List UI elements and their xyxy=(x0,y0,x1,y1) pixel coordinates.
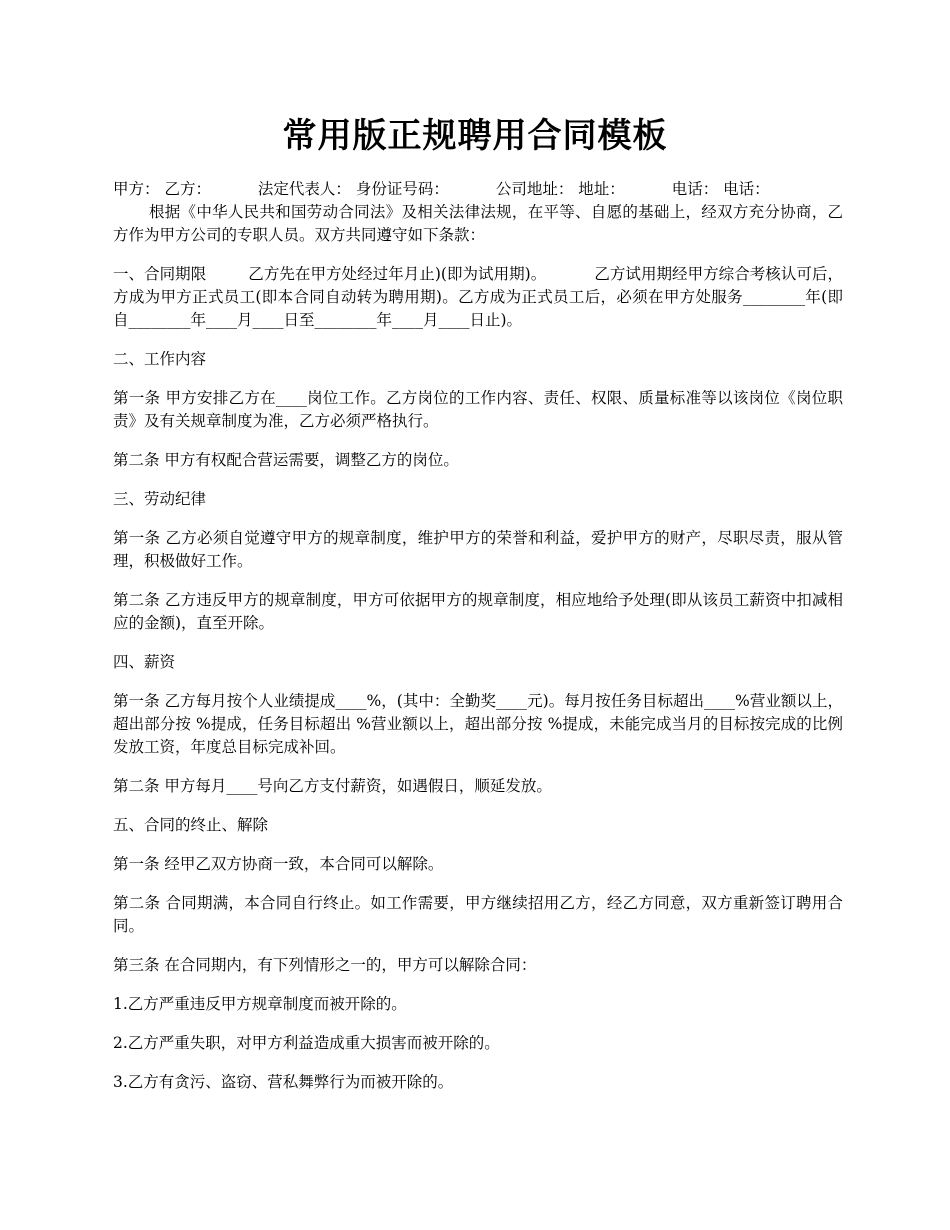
section-5-article-2: 第二条 合同期满，本合同自行终止。如工作需要，甲方继续招用乙方，经乙方同意，双方重新签订聘用合同。 xyxy=(113,894,843,935)
list-item: 1.乙方严重违反甲方规章制度而被开除的。 xyxy=(113,995,407,1013)
company-address-field: 公司地址： xyxy=(495,180,574,198)
section-2-article-1: 第一条 甲方安排乙方在____岗位工作。乙方岗位的工作内容、责任、权限、质量标准等以该岗位《岗位职责》及有关规章制度为准，乙方必须严格执行。 xyxy=(113,389,843,430)
party-a-field: 甲方： xyxy=(113,180,160,198)
section-2-article-2: 第二条 甲方有权配合营运需要，调整乙方的岗位。 xyxy=(113,451,459,469)
section-4-article-1: 第一条 乙方每月按个人业绩提成____%，(其中：全勤奖____元)。每月按任务目标超出____%营业额以上，超出部分按 %提成，任务目标超出 %营业额以上，超出部分按 %提成，未能完成当月的目标按完成的比例发放工资，年度总目标完成补回。 xyxy=(113,692,843,756)
section-3-heading: 三、劳动纪律 xyxy=(113,490,207,508)
section-5-article-1: 第一条 经甲乙双方协商一致，本合同可以解除。 xyxy=(113,855,444,873)
section-3-article-2: 第二条 乙方违反甲方的规章制度，甲方可依据甲方的规章制度，相应地给予处理(即从该员工薪资中扣减相应的金额)，直至开除。 xyxy=(113,591,843,632)
intro-paragraph: 根据《中华人民共和国劳动合同法》及相关法律法规，在平等、自愿的基础上，经双方充分协商，乙方作为甲方公司的专职人员。双方共同遵守如下条款： xyxy=(113,203,843,244)
section-3-article-1: 第一条 乙方必须自觉遵守甲方的规章制度，维护甲方的荣誉和利益，爱护甲方的财产，尽职尽责，服从管理，积极做好工作。 xyxy=(113,529,843,570)
section-1-paragraph xyxy=(113,263,843,332)
section-2-heading: 二、工作内容 xyxy=(113,350,207,368)
legal-rep-field: 法定代表人： xyxy=(257,180,351,198)
list-item: 2.乙方严重失职，对甲方利益造成重大损害而被开除的。 xyxy=(113,1034,500,1052)
phone-b-field: 电话： xyxy=(723,180,770,198)
id-number-field: 身份证号码： xyxy=(355,180,449,198)
section-1-part-1: 乙方先在甲方处经过年月止)(即为试用期)。 xyxy=(248,265,547,283)
document-body xyxy=(113,178,843,1110)
list-item: 3.乙方有贪污、盗窃、营私舞弊行为而被开除的。 xyxy=(113,1073,454,1091)
section-4-heading: 四、薪资 xyxy=(113,653,176,671)
address-field: 地址： xyxy=(578,180,625,198)
section-5-article-3: 第三条 在合同期内，有下列情形之一的，甲方可以解除合同： xyxy=(113,956,537,974)
section-5-heading: 五、合同的终止、解除 xyxy=(113,816,269,834)
section-4-article-2: 第二条 甲方每月____号向乙方支付薪资，如遇假日，顺延发放。 xyxy=(113,777,552,795)
section-1-heading: 一、合同期限 xyxy=(113,265,207,283)
header-fields xyxy=(113,178,843,201)
party-b-field: 乙方： xyxy=(164,180,211,198)
section-1-part-2: 乙方试用期经甲方综合考核认可后，方成为甲方正式员工(即本合同自动转为聘用期)。乙方成为正式员工后，必须在甲方处服务________年(即自________年____月____日至________年____月____日止)。 xyxy=(113,265,843,329)
phone-a-field: 电话： xyxy=(671,180,719,198)
document-title: 常用版正规聘用合同模板 xyxy=(282,116,668,156)
